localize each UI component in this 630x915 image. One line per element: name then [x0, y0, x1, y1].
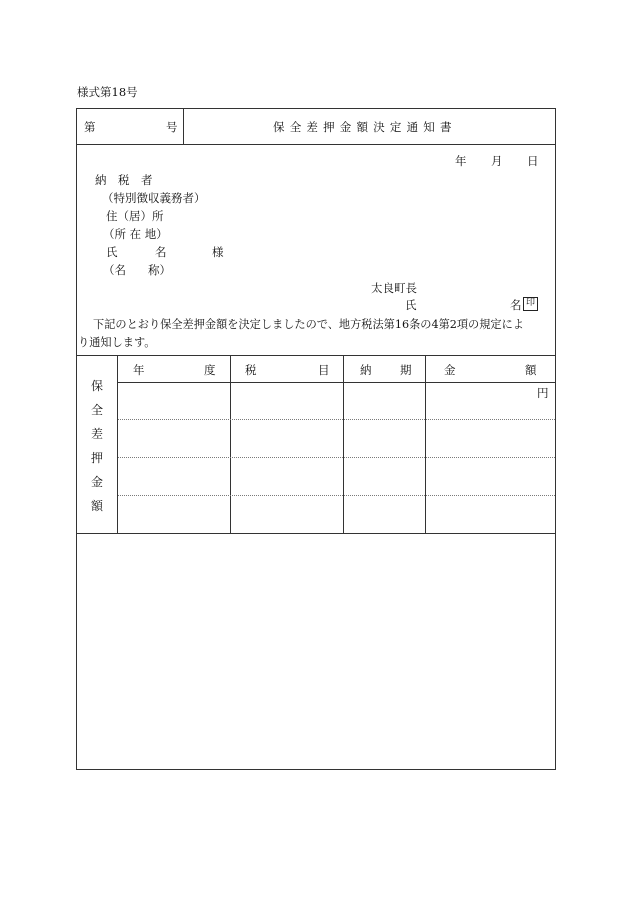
col-header-amount-second: 額: [525, 363, 537, 377]
table-header-rule: [117, 382, 556, 383]
seal-mark: 印: [523, 297, 538, 311]
corp-name-label-first: （名: [103, 263, 126, 277]
number-prefix: 第: [84, 120, 96, 134]
document-title: 保全差押金額決定通知書: [273, 120, 457, 134]
name-label-second: 名: [155, 245, 167, 259]
location-label: （所 在 地）: [103, 227, 168, 241]
col-header-item-first: 税: [245, 363, 257, 377]
date-year: 年: [455, 154, 467, 168]
row-rule-3: [118, 495, 555, 496]
side-label-char: 差: [90, 427, 103, 441]
col-header-item-second: 目: [318, 363, 330, 377]
name-label-first: 氏: [106, 245, 118, 259]
corp-name-label-second: 称）: [148, 263, 171, 277]
date-day: 日: [527, 154, 539, 168]
col-divider-period: [425, 355, 426, 533]
special-collector-label: （特別徴収義務者）: [102, 191, 206, 205]
row-rule-2: [118, 457, 555, 458]
side-label-char: 金: [90, 475, 103, 489]
issuer-title: 太良町長: [371, 281, 417, 295]
issuer-name-label-second: 名: [510, 298, 522, 312]
issuer-name-label-first: 氏: [405, 298, 417, 312]
frame-right: [555, 108, 556, 770]
honorific-sama: 様: [212, 245, 224, 259]
col-divider-side: [117, 355, 118, 533]
table-bottom-rule: [76, 533, 556, 534]
col-header-period-first: 納: [360, 363, 372, 377]
col-header-year-second: 度: [204, 363, 216, 377]
frame-left: [76, 108, 77, 770]
body-text-line-1: 下記のとおり保全差押金額を決定しましたので、地方税法第16条の4第2項の規定によ: [93, 318, 524, 331]
side-label-char: 全: [90, 403, 103, 417]
form-number: 様式第18号: [77, 85, 138, 99]
col-header-year-first: 年: [133, 363, 145, 377]
header-divider: [183, 108, 184, 144]
col-divider-year: [230, 355, 231, 533]
row-rule-1: [118, 419, 555, 420]
address-label: 住（居）所: [106, 209, 164, 223]
col-divider-item: [343, 355, 344, 533]
table-top-rule: [76, 355, 556, 356]
number-suffix: 号: [166, 120, 178, 134]
amount-unit-yen: 円: [537, 386, 549, 400]
date-month: 月: [491, 154, 503, 168]
body-text-line-2: り通知します。: [78, 336, 156, 349]
side-label-char: 保: [90, 379, 103, 393]
taxpayer-label: 納 税 者: [95, 173, 153, 187]
side-label-char: 押: [90, 451, 103, 465]
frame-bottom: [76, 769, 556, 770]
col-header-amount-first: 金: [444, 363, 456, 377]
side-label-char: 額: [90, 499, 103, 513]
header-bottom-rule: [76, 144, 556, 145]
frame-top: [76, 108, 556, 109]
col-header-period-second: 期: [400, 363, 412, 377]
